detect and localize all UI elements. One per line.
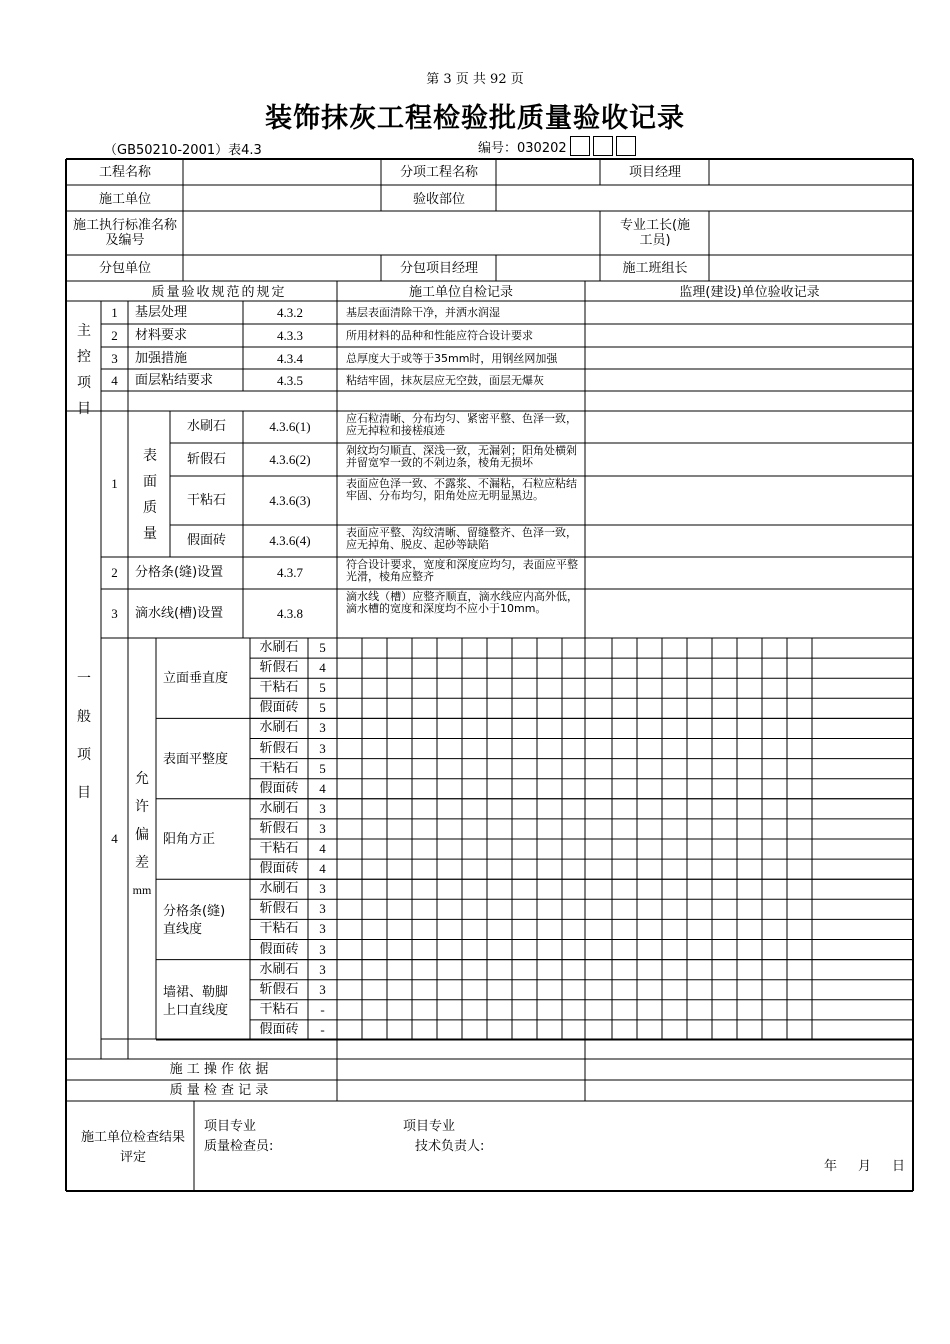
deviation-limit: 3	[319, 800, 326, 816]
main-item-no: 4	[111, 373, 118, 388]
label-project-name: 工程名称	[98, 165, 151, 180]
main-item-no: 1	[111, 305, 118, 320]
section-general: 一般项目	[77, 671, 91, 801]
deviation-material: 干粘石	[259, 1001, 299, 1017]
deviation-material: 水刷石	[259, 640, 299, 655]
surface-item-clause: 4.3.6(4)	[269, 533, 311, 548]
deviation-limit: 3	[319, 941, 326, 957]
deviation-material: 干粘石	[259, 841, 299, 856]
label-foreman: 专业工长(施工员)	[619, 218, 691, 248]
deviation-limit: 4	[319, 841, 326, 856]
deviation-limit: 3	[319, 881, 326, 897]
deviation-material: 假面砖	[259, 941, 299, 957]
deviation-material: 假面砖	[259, 700, 299, 716]
deviation-limit: 3	[319, 740, 326, 756]
main-item-desc: 基层表面清除干净，并洒水润湿	[346, 306, 500, 319]
form-title: 装饰抹灰工程检验批质量验收记录	[265, 103, 685, 134]
surface-item-clause: 4.3.6(3)	[269, 492, 311, 508]
deviation-limit: 5	[319, 760, 326, 776]
deviation-material: 斩假石	[259, 740, 299, 756]
deviation-material: 假面砖	[259, 1021, 299, 1037]
deviation-material: 干粘石	[259, 680, 299, 696]
deviation-material: 斩假石	[259, 901, 299, 917]
main-item-clause: 4.3.2	[277, 305, 303, 320]
general-item-no: 4	[111, 831, 118, 846]
main-item-desc: 粘结牢固，抹灰层应无空鼓，面层无爆灰	[346, 374, 544, 387]
column-supervision: 监理(建设)单位验收记录	[679, 285, 820, 300]
surface-item-clause: 4.3.6(1)	[269, 419, 311, 434]
label-subcontract-unit: 分包单位	[98, 261, 151, 276]
deviation-limit: 3	[319, 961, 326, 977]
main-item-desc: 所用材料的品种和性能应符合设计要求	[346, 329, 533, 342]
main-item-clause: 4.3.5	[277, 373, 303, 388]
main-item-name: 面层粘结要求	[135, 373, 214, 388]
label-operation-basis: 施 工 操 作 依 据	[169, 1062, 269, 1077]
standard-reference: （GB50210-2001）表4.3	[104, 143, 262, 158]
general-item-name: 滴水线(槽)设置	[135, 605, 224, 621]
label-construction-unit: 施工单位	[98, 192, 151, 207]
deviation-material: 斩假石	[259, 981, 299, 997]
inspector-line1: 项目专业	[204, 1119, 257, 1134]
main-item-name: 材料要求	[135, 328, 188, 343]
surface-item-desc: 表面应平整、沟纹清晰、留缝整齐、色泽一致，应无掉角、脱皮、起砂等缺陷	[346, 526, 577, 551]
deviation-limit: 5	[319, 640, 326, 655]
form-code-label: 编号：030202	[478, 140, 567, 156]
deviation-material: 水刷石	[259, 881, 299, 897]
label-eval: 施工单位检查结果评定	[80, 1130, 185, 1165]
deviation-group-name: 分格条(缝)直线度	[163, 904, 226, 938]
label-project-manager: 项目经理	[628, 165, 681, 180]
deviation-material: 干粘石	[259, 921, 299, 937]
main-item-clause: 4.3.3	[277, 328, 303, 343]
deviation-limit: 4	[319, 861, 326, 877]
deviation-limit: 3	[319, 720, 326, 736]
tech-line2: 技术负责人:	[415, 1139, 485, 1154]
deviation-material: 斩假石	[259, 660, 299, 676]
page-number: 第 3 页 共 92 页	[426, 72, 524, 87]
deviation-group-name: 阳角方正	[163, 832, 216, 847]
deviation-limit: 5	[319, 680, 326, 696]
surface-item-desc: 应石粒清晰、分布均匀、紧密平整、色泽一致，应无掉粒和接槎痕迹	[346, 412, 577, 437]
deviation-material: 假面砖	[259, 780, 299, 796]
main-item-name: 加强措施	[135, 351, 188, 366]
surface-item-name: 斩假石	[186, 451, 226, 467]
surface-item-desc: 表面应色泽一致、不露浆、不漏粘，石粒应粘结牢固、分布均匀，阳角处应无明显黑边。	[346, 477, 577, 502]
general-item-no: 3	[111, 605, 118, 621]
label-acceptance-part: 验收部位	[412, 192, 465, 207]
deviation-limit: 3	[319, 921, 326, 937]
deviation-unit: mm	[132, 883, 152, 897]
deviation-group-name: 立面垂直度	[163, 671, 229, 687]
deviation-material: 假面砖	[259, 861, 299, 877]
deviation-material: 干粘石	[259, 760, 299, 776]
main-item-no: 2	[111, 328, 118, 343]
main-item-desc: 总厚度大于或等于35mm时，用钢丝网加强	[346, 352, 558, 365]
label-quality-record: 质 量 检 查 记 录	[169, 1083, 269, 1098]
surface-item-name: 假面砖	[186, 533, 226, 548]
column-self-check: 施工单位自检记录	[408, 285, 513, 300]
surface-item-name: 水刷石	[186, 419, 226, 434]
general-item-desc: 滴水线（槽）应整齐顺直，滴水线应内高外低，滴水槽的宽度和深度均不应小于10mm。	[346, 590, 578, 615]
surface-quality-label: 表面质量	[143, 448, 157, 542]
column-spec: 质量验收规范的规定	[151, 285, 287, 300]
deviation-material: 水刷石	[259, 720, 299, 736]
deviation-limit: 3	[319, 981, 326, 997]
general-item-clause: 4.3.7	[277, 565, 303, 580]
deviation-limit: 4	[319, 660, 326, 676]
deviation-limit: 5	[319, 700, 326, 716]
inspector-line2: 质量检查员:	[204, 1139, 274, 1154]
label-subcontract-manager: 分包项目经理	[399, 261, 478, 276]
tech-line1: 项目专业	[403, 1119, 456, 1134]
section-main-control: 主控项目	[77, 323, 91, 417]
main-item-clause: 4.3.4	[277, 351, 303, 366]
label-team-leader: 施工班组长	[622, 261, 688, 276]
deviation-limit: 3	[319, 901, 326, 917]
general-item-desc: 符合设计要求，宽度和深度应均匀，表面应平整光滑，棱角应整齐	[346, 558, 578, 583]
general-item-no: 2	[111, 565, 118, 580]
label-exec-standard: 施工执行标准名称及编号	[72, 218, 177, 248]
deviation-limit: -	[320, 1001, 325, 1017]
main-item-no: 3	[111, 351, 118, 366]
deviation-limit: 3	[319, 820, 326, 836]
deviation-material: 斩假石	[259, 820, 299, 836]
deviation-group-name: 表面平整度	[163, 751, 229, 767]
surface-item-clause: 4.3.6(2)	[269, 451, 311, 467]
deviation-material: 水刷石	[259, 800, 299, 816]
general-item-clause: 4.3.8	[277, 605, 303, 621]
deviation-limit: 4	[319, 780, 326, 796]
deviation-group-name: 墙裙、勒脚上口直线度	[163, 984, 229, 1018]
label-sub-project: 分项工程名称	[399, 165, 478, 180]
deviation-label: 允许偏差	[135, 771, 149, 871]
date-label: 年 月 日	[824, 1159, 910, 1174]
general-item-name: 分格条(缝)设置	[135, 565, 224, 580]
surface-item-desc: 剁纹均匀顺直、深浅一致，无漏剁；阳角处横剁并留宽窄一致的不剁边条，棱角无损坏	[346, 444, 577, 469]
deviation-material: 水刷石	[259, 961, 299, 977]
general-item-no: 1	[111, 476, 118, 491]
main-item-name: 基层处理	[135, 305, 188, 320]
deviation-limit: -	[320, 1021, 325, 1037]
surface-item-name: 干粘石	[186, 492, 226, 508]
